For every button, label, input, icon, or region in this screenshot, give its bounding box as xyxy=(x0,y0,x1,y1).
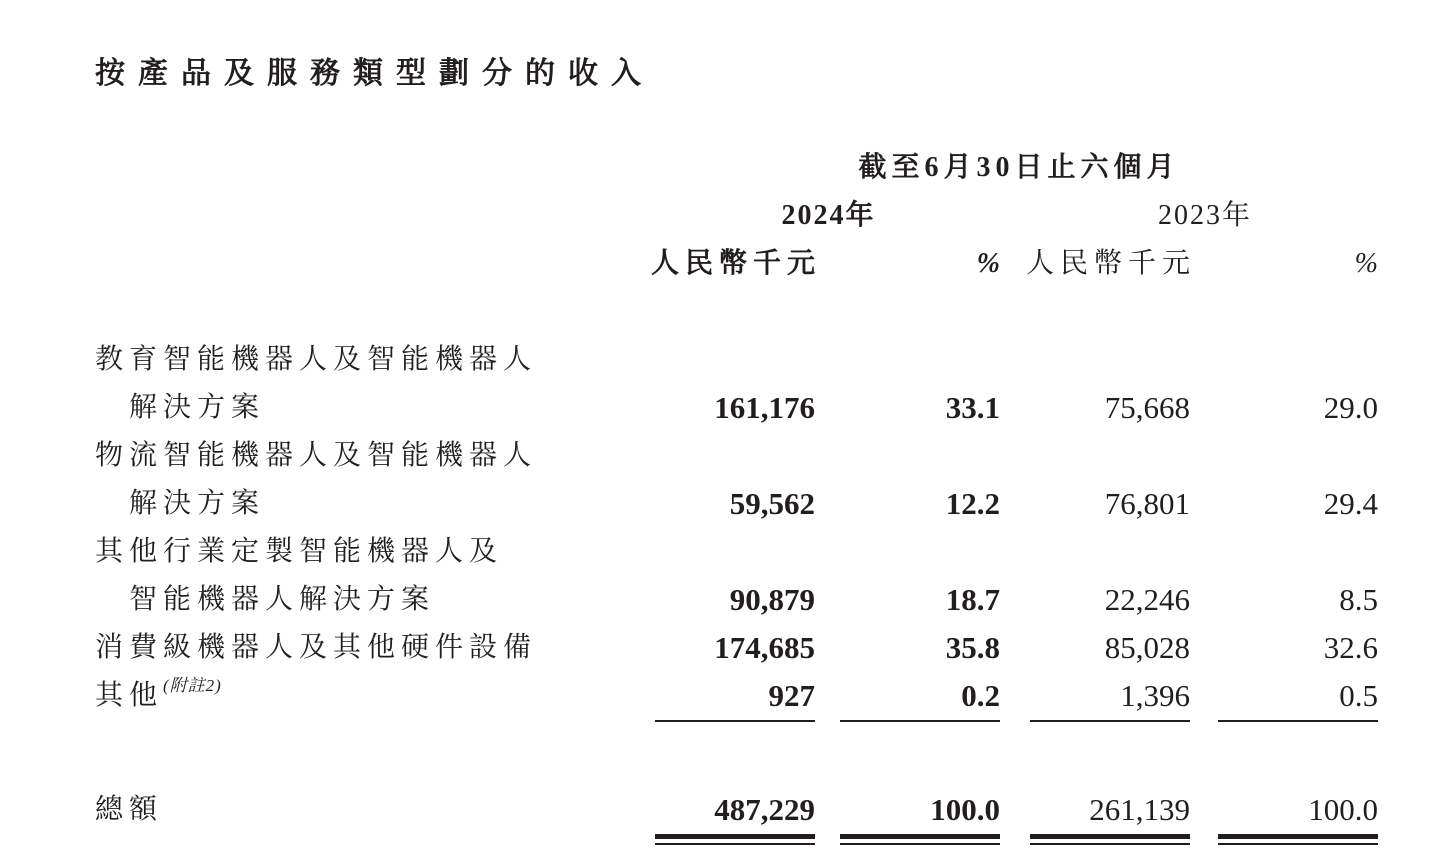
period-header xyxy=(630,144,1378,192)
revenue-table xyxy=(95,144,1378,850)
rule-cell xyxy=(630,834,815,850)
rule-cell xyxy=(1000,720,1190,730)
spacer-cell xyxy=(95,144,630,192)
value-2024: 90,879 xyxy=(729,582,815,617)
spacer-cell xyxy=(95,240,630,288)
spacer-row xyxy=(95,288,1378,336)
value-2023: 76,801 xyxy=(1104,486,1190,521)
year-2024-header xyxy=(630,192,1000,240)
total-pct-2023: 100.0 xyxy=(1308,792,1378,827)
single-rule xyxy=(1030,720,1190,722)
rule-cell xyxy=(1000,834,1190,850)
rule-cell xyxy=(815,834,1000,850)
pct-2024: 33.1 xyxy=(945,390,1000,425)
row-label-text: 其他 xyxy=(95,680,164,711)
row-label: 教育智能機器人及智能機器人 xyxy=(95,344,538,375)
rule-cell xyxy=(630,720,815,730)
row-label-cont: 解決方案 xyxy=(129,392,266,423)
total-value-2023: 261,139 xyxy=(1089,792,1190,827)
pct-2023: 0.5 xyxy=(1339,678,1378,713)
value-2024: 59,562 xyxy=(729,486,815,521)
double-rule xyxy=(1030,834,1190,845)
double-rule xyxy=(840,834,1000,845)
year-2023-text: 2023年 xyxy=(1157,200,1252,231)
total-value-2024: 487,229 xyxy=(714,792,815,827)
pct-2023: 8.5 xyxy=(1339,582,1378,617)
spacer-cell xyxy=(95,192,630,240)
row-label: 物流智能機器人及智能機器人 xyxy=(95,440,538,471)
period-header-text: 截至6月30日止六個月 xyxy=(858,152,1180,183)
row-label-cont: 智能機器人解決方案 xyxy=(129,584,436,615)
total-label: 總額 xyxy=(95,794,164,825)
pct-2023: 29.4 xyxy=(1323,486,1378,521)
total-pct-2024: 100.0 xyxy=(930,792,1000,827)
row-label: 消費級機器人及其他硬件設備 xyxy=(95,632,538,663)
value-2024: 927 xyxy=(768,678,815,713)
single-rule xyxy=(655,720,815,722)
spacer-cell xyxy=(630,528,1378,576)
value-2023: 22,246 xyxy=(1104,582,1190,617)
row-label-cont: 解決方案 xyxy=(129,488,266,519)
single-rule xyxy=(840,720,1000,722)
pct-2023: 29.0 xyxy=(1323,390,1378,425)
pct-2024: 12.2 xyxy=(945,486,1000,521)
pct-2023: 32.6 xyxy=(1323,630,1378,665)
footnote-ref: (附註2) xyxy=(163,676,222,695)
double-rule xyxy=(655,834,815,845)
single-rule xyxy=(1218,720,1378,722)
value-2024: 161,176 xyxy=(714,390,815,425)
section-title: 按產品及服務類型劃分的收入 xyxy=(95,57,654,90)
rule-cell xyxy=(1190,720,1378,730)
double-rule xyxy=(1218,834,1378,845)
spacer-cell xyxy=(95,720,630,730)
spacer-row xyxy=(95,730,1378,786)
unit-2023-header: 人民幣千元 xyxy=(1025,248,1196,279)
value-2023: 1,396 xyxy=(1120,678,1190,713)
row-label xyxy=(95,672,630,720)
rule-cell xyxy=(815,720,1000,730)
year-2023-header xyxy=(1000,192,1378,240)
pct-2024: 18.7 xyxy=(945,582,1000,617)
pct-2024: 35.8 xyxy=(945,630,1000,665)
value-2023: 75,668 xyxy=(1104,390,1190,425)
spacer-cell xyxy=(630,432,1378,480)
pct-2023-header: % xyxy=(1354,248,1378,279)
pct-2024: 0.2 xyxy=(961,678,1000,713)
spacer-cell xyxy=(630,336,1378,384)
spacer-cell xyxy=(95,834,630,850)
rule-cell xyxy=(1190,834,1378,850)
value-2024: 174,685 xyxy=(714,630,815,665)
unit-2024-header: 人民幣千元 xyxy=(650,248,821,279)
row-label: 其他行業定製智能機器人及 xyxy=(95,536,504,567)
value-2023: 85,028 xyxy=(1104,630,1190,665)
pct-2024-header: % xyxy=(976,248,1000,279)
year-2024-text: 2024年 xyxy=(781,200,876,231)
